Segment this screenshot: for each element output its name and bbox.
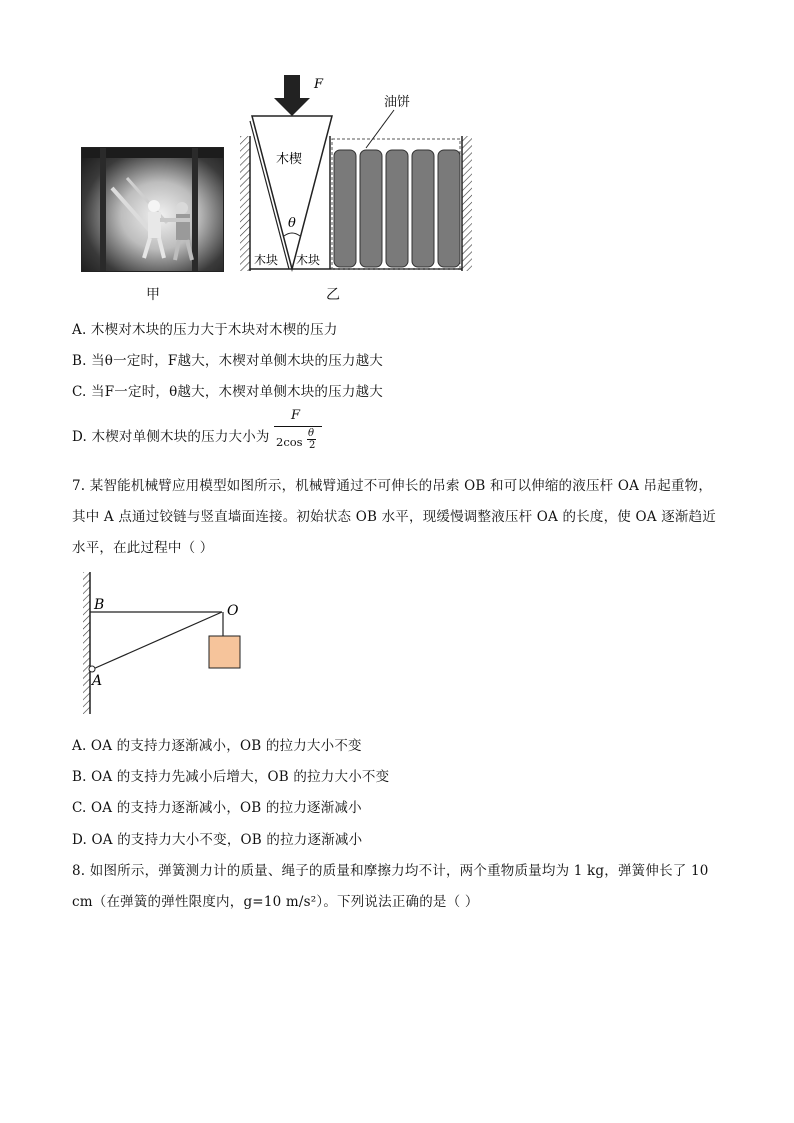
theta-label: θ — [288, 216, 296, 231]
caption-jia: 甲 — [146, 287, 160, 303]
caption-yi: 乙 — [326, 287, 340, 303]
wedge-shape — [252, 116, 332, 269]
q6-option-a: A. 木楔对木块的压力大于木块对木楔的压力 — [72, 322, 338, 338]
q8-stem-line2: cm（在弹簧的弹性限度内，g=10 m/s²）。下列说法正确的是（ ） — [72, 894, 479, 910]
robot-arm-diagram — [80, 568, 250, 718]
formula-theta: θ — [308, 428, 315, 439]
weight-block — [209, 636, 240, 668]
fraction-bar — [274, 426, 322, 427]
label-b: B — [94, 597, 105, 613]
q7-option-a: A. OA 的支持力逐渐减小，OB 的拉力大小不变 — [72, 738, 362, 754]
block-right-label: 木块 — [296, 253, 321, 267]
q7-stem-line2: 其中 A 点通过铰链与竖直墙面连接。初始状态 OB 水平，现缓慢调整液压杆 OA 的长度，使 OA 逐渐趋近 — [72, 509, 717, 525]
force-arrow-icon — [274, 75, 310, 116]
q7-option-b: B. OA 的支持力先减小后增大，OB 的拉力大小不变 — [72, 769, 390, 785]
oil-cake-label: 油饼 — [384, 95, 411, 110]
wedge-label: 木楔 — [276, 152, 303, 167]
rod-oa — [93, 612, 222, 669]
hinge-icon — [89, 666, 95, 672]
wedge-press-diagram — [236, 70, 481, 280]
label-a: A — [92, 673, 103, 689]
q7-stem-line3: 水平，在此过程中（ ） — [72, 540, 214, 556]
q6-option-c: C. 当F一定时，θ越大，木楔对单侧木块的压力越大 — [72, 384, 383, 400]
q8-stem-line1: 8. 如图所示，弹簧测力计的质量、绳子的质量和摩擦力均不计，两个重物质量均为 1 kg，弹簧伸长了 10 — [72, 863, 709, 879]
formula-denominator-prefix: 2cos — [276, 435, 303, 449]
photo-illustration — [82, 148, 223, 271]
q7-option-c: C. OA 的支持力逐渐减小，OB 的拉力逐渐减小 — [72, 800, 362, 816]
block-left-label: 木块 — [254, 253, 279, 267]
force-label: F — [314, 77, 324, 92]
historical-oil-press-photo — [81, 147, 224, 272]
q6-option-d: D. 木楔对单侧木块的压力大小为 — [72, 429, 270, 445]
q7-option-d: D. OA 的支持力大小不变，OB 的拉力逐渐减小 — [72, 832, 363, 848]
q7-stem-line1: 7. 某智能机械臂应用模型如图所示，机械臂通过不可伸长的吊索 OB 和可以伸缩的液压杆 OA 吊起重物， — [72, 478, 713, 494]
q6-option-b: B. 当θ一定时，F越大，木楔对单侧木块的压力越大 — [72, 353, 383, 369]
formula-numerator: F — [291, 408, 301, 423]
formula-half: 2 — [309, 440, 316, 451]
label-o: O — [227, 603, 239, 619]
